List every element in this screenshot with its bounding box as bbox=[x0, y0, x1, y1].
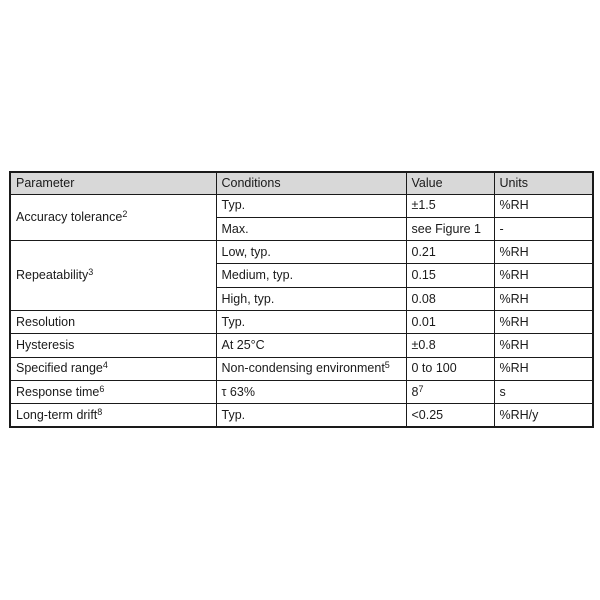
parameter-label: Hysteresis bbox=[16, 338, 75, 353]
value-cell bbox=[406, 380, 494, 403]
table-row bbox=[10, 380, 593, 403]
parameter-label: Long-term drift bbox=[16, 407, 98, 422]
units-cell: %RH bbox=[494, 264, 593, 287]
table-row bbox=[10, 310, 593, 333]
condition-cell: At 25°C bbox=[216, 334, 406, 357]
parameter-label: Repeatability bbox=[16, 268, 89, 283]
value-cell: <0.25 bbox=[406, 404, 494, 427]
units-cell: - bbox=[494, 217, 593, 240]
header-conditions: Conditions bbox=[216, 172, 406, 194]
parameter-cell bbox=[10, 404, 216, 427]
spec-table bbox=[9, 171, 594, 428]
value-cell: 0.08 bbox=[406, 287, 494, 310]
footnote-marker: 4 bbox=[102, 360, 108, 371]
value-cell: see Figure 1 bbox=[406, 217, 494, 240]
header-units: Units bbox=[494, 172, 593, 194]
condition-cell bbox=[216, 357, 406, 380]
condition-cell: Typ. bbox=[216, 310, 406, 333]
header-row bbox=[10, 172, 593, 194]
table-row bbox=[10, 404, 593, 427]
units-cell: %RH bbox=[494, 334, 593, 357]
value-cell: ±0.8 bbox=[406, 334, 494, 357]
units-cell: s bbox=[494, 380, 593, 403]
parameter-cell bbox=[10, 380, 216, 403]
units-cell: %RH bbox=[494, 287, 593, 310]
table-row bbox=[10, 194, 593, 217]
value-label: 8 bbox=[411, 384, 419, 399]
footnote-marker: 5 bbox=[384, 360, 390, 371]
condition-cell: Medium, typ. bbox=[216, 264, 406, 287]
parameter-cell bbox=[10, 241, 216, 311]
parameter-cell bbox=[10, 357, 216, 380]
condition-cell: Typ. bbox=[216, 194, 406, 217]
value-cell: ±1.5 bbox=[406, 194, 494, 217]
units-cell: %RH bbox=[494, 194, 593, 217]
parameter-cell bbox=[10, 310, 216, 333]
parameter-label: Resolution bbox=[16, 314, 76, 329]
units-cell: %RH bbox=[494, 310, 593, 333]
condition-cell: Max. bbox=[216, 217, 406, 240]
table-row bbox=[10, 334, 593, 357]
parameter-label: Response time bbox=[16, 384, 100, 399]
parameter-cell bbox=[10, 194, 216, 241]
footnote-marker: 7 bbox=[418, 383, 424, 394]
condition-cell: Low, typ. bbox=[216, 241, 406, 264]
condition-cell: Typ. bbox=[216, 404, 406, 427]
header-parameter: Parameter bbox=[10, 172, 216, 194]
footnote-marker: 3 bbox=[88, 267, 94, 278]
value-cell: 0.15 bbox=[406, 264, 494, 287]
parameter-label: Specified range bbox=[16, 361, 103, 376]
condition-cell: High, typ. bbox=[216, 287, 406, 310]
footnote-marker: 2 bbox=[122, 209, 128, 220]
table-row bbox=[10, 357, 593, 380]
value-cell: 0.01 bbox=[406, 310, 494, 333]
table-row bbox=[10, 241, 593, 264]
units-cell: %RH bbox=[494, 241, 593, 264]
value-cell: 0 to 100 bbox=[406, 357, 494, 380]
condition-cell: τ 63% bbox=[216, 380, 406, 403]
value-cell: 0.21 bbox=[406, 241, 494, 264]
units-cell: %RH bbox=[494, 357, 593, 380]
units-cell: %RH/y bbox=[494, 404, 593, 427]
footnote-marker: 8 bbox=[97, 406, 103, 417]
header-value: Value bbox=[406, 172, 494, 194]
footnote-marker: 6 bbox=[99, 383, 105, 394]
spec-table-container bbox=[9, 171, 592, 428]
parameter-cell bbox=[10, 334, 216, 357]
parameter-label: Accuracy tolerance bbox=[16, 210, 123, 225]
condition-label: Non-condensing environment bbox=[221, 361, 385, 376]
